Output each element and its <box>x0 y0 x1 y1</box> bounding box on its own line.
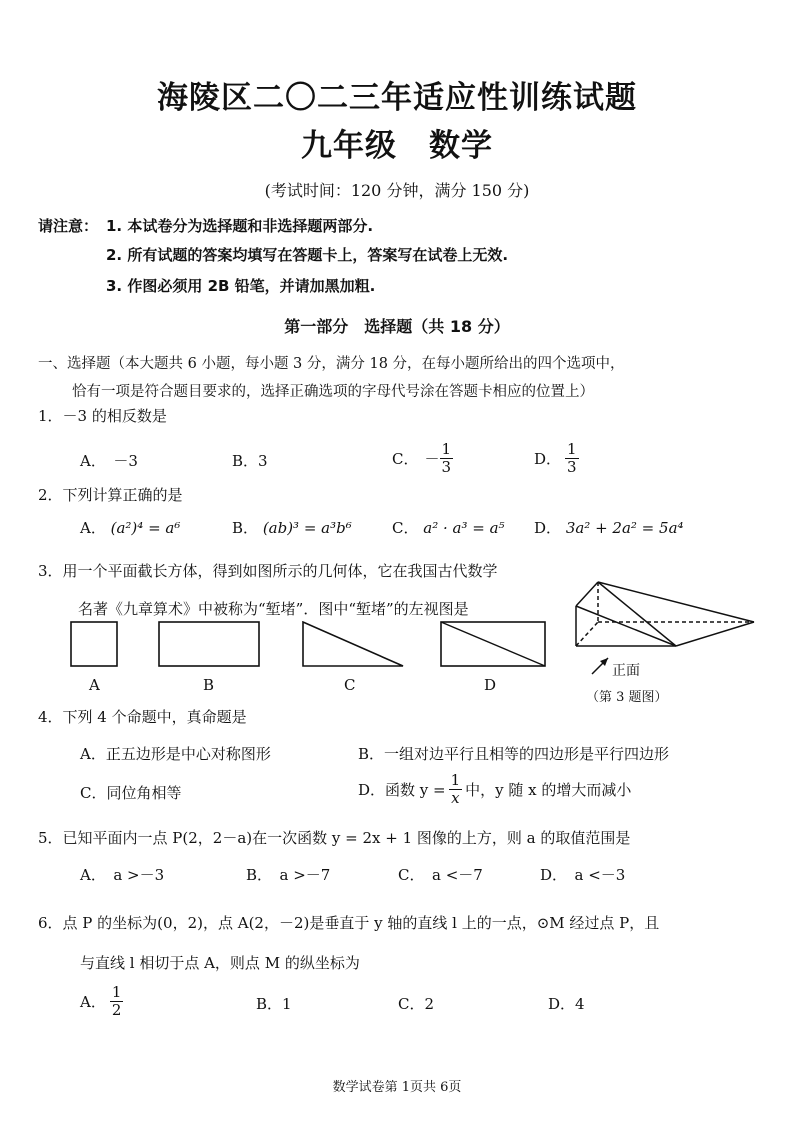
q2-c-label: C． <box>392 519 419 537</box>
q6-option-b: B．1 <box>256 995 292 1013</box>
section-intro-line2: 恰有一项是符合题目要求的，选择正确选项的字母代号涂在答题卡相应的位置上） <box>72 384 594 400</box>
q1-d-label: D． <box>534 450 562 468</box>
q2-d-label: D． <box>534 519 562 537</box>
section-title: 第一部分 选择题（共 18 分） <box>284 317 510 336</box>
q4-option-a: A．正五边形是中心对称图形 <box>80 745 271 763</box>
q4-option-d <box>358 772 631 807</box>
q1-c-fraction <box>440 441 454 476</box>
q1-c-sign: － <box>424 450 440 468</box>
notice-item-2: 2. 所有试题的答案均填写在答题卡上，答案写在试卷上无效. <box>106 246 509 264</box>
q4-d-prefix: D．函数 y = <box>358 781 446 799</box>
q3-stem-line2: 名著《九章算术》中被称为“堑堵”．图中“堑堵”的左视图是 <box>78 600 469 618</box>
q4-option-c: C．同位角相等 <box>80 784 182 802</box>
q6-option-a <box>80 984 123 1019</box>
q6-option-d: D．4 <box>548 995 585 1013</box>
q3-solid-figure <box>568 576 764 680</box>
q6-a-fraction <box>110 984 124 1019</box>
q3-fig-caption: （第 3 题图） <box>586 690 668 705</box>
q3-option-c-label: C <box>344 676 356 694</box>
q4-option-b: B．一组对边平行且相等的四边形是平行四边形 <box>358 745 670 763</box>
title-line1: 海陵区二〇二三年适应性训练试题 <box>157 80 637 116</box>
q6-a-label: A． <box>80 993 106 1011</box>
q1-option-b: B．3 <box>232 452 268 470</box>
q2-option-a <box>80 517 180 538</box>
q2-a-label: A． <box>80 519 106 537</box>
q3-stem-line1: 3．用一个平面截长方体，得到如图所示的几何体，它在我国古代数学 <box>38 562 498 580</box>
q1-d-den: 3 <box>567 458 577 476</box>
section-intro-line1: 一、选择题（本大题共 6 小题，每小题 3 分，满分 18 分，在每小题所给出的四个选项中， <box>38 356 625 372</box>
q3-front-label: 正面 <box>612 663 640 679</box>
title-line2: 九年级 数学 <box>301 128 493 164</box>
q3-figure-c <box>302 621 406 669</box>
q1-c-num: 1 <box>441 440 452 458</box>
q5-stem: 5．已知平面内一点 P(2，2－a)在一次函数 y = 2x + 1 图像的上方，则 a 的取值范围是 <box>38 829 631 847</box>
q5-option-d: D． a <－3 <box>540 866 626 884</box>
q6-stem-line1: 6．点 P 的坐标为(0，2)，点 A(2，－2)是垂直于 y 轴的直线 l 上的一点，⊙M 经过点 P，且 <box>38 914 660 932</box>
q4-stem: 4．下列 4 个命题中，真命题是 <box>38 708 247 726</box>
q1-d-num: 1 <box>567 440 577 458</box>
q2-stem: 2．下列计算正确的是 <box>38 486 183 504</box>
q3-figure-a <box>70 621 120 669</box>
q2-a-expr: (a²)⁴ = a⁶ <box>110 519 181 537</box>
q5-option-a: A． a >－3 <box>80 866 165 884</box>
q1-c-label: C． <box>392 450 419 468</box>
q5-option-b: B． a >－7 <box>246 866 331 884</box>
q2-b-expr: (ab)³ = a³b⁶ <box>262 519 352 537</box>
q2-b-label: B． <box>232 519 259 537</box>
notice-item-3: 3. 作图必须用 2B 铅笔，并请加黑加粗. <box>106 277 376 295</box>
q1-stem: 1．－3 的相反数是 <box>38 407 167 425</box>
q3-option-a-label: A <box>89 676 100 694</box>
notice-item-1: 1. 本试卷分为选择题和非选择题两部分. <box>106 217 374 235</box>
q5-option-c: C． a <－7 <box>398 866 483 884</box>
q2-d-expr: 3a² + 2a² = 5a⁴ <box>565 519 684 537</box>
q3-figure-b <box>158 621 262 669</box>
page-footer: 数学试卷第 1页共 6页 <box>332 1080 462 1095</box>
q4-d-fraction <box>449 772 463 807</box>
q3-option-d-label: D <box>484 676 497 694</box>
notice-label: 请注意： <box>38 217 99 235</box>
q1-option-d <box>534 441 579 476</box>
q2-option-c <box>392 517 505 538</box>
q6-a-num: 1 <box>111 983 122 1001</box>
q1-d-fraction <box>565 441 579 476</box>
q1-option-c <box>392 441 453 476</box>
q6-stem-line2: 与直线 l 相切于点 A，则点 M 的纵坐标为 <box>80 954 360 972</box>
q6-option-c: C．2 <box>398 995 435 1013</box>
q3-figure-d <box>440 621 548 669</box>
q3-option-b-label: B <box>203 676 215 694</box>
q4-d-num: 1 <box>450 771 461 789</box>
q6-a-den: 2 <box>111 1001 122 1019</box>
q1-c-den: 3 <box>441 458 452 476</box>
q2-option-b <box>232 517 352 538</box>
q4-d-suffix: 中，y 随 x 的增大而减小 <box>465 781 632 799</box>
q2-option-d <box>534 517 684 538</box>
exam-info: (考试时间：120 分钟，满分 150 分) <box>264 181 530 200</box>
q4-d-den: x <box>451 789 460 807</box>
q2-c-expr: a² · a³ = a⁵ <box>423 519 505 537</box>
q1-option-a: A． －3 <box>80 452 138 470</box>
